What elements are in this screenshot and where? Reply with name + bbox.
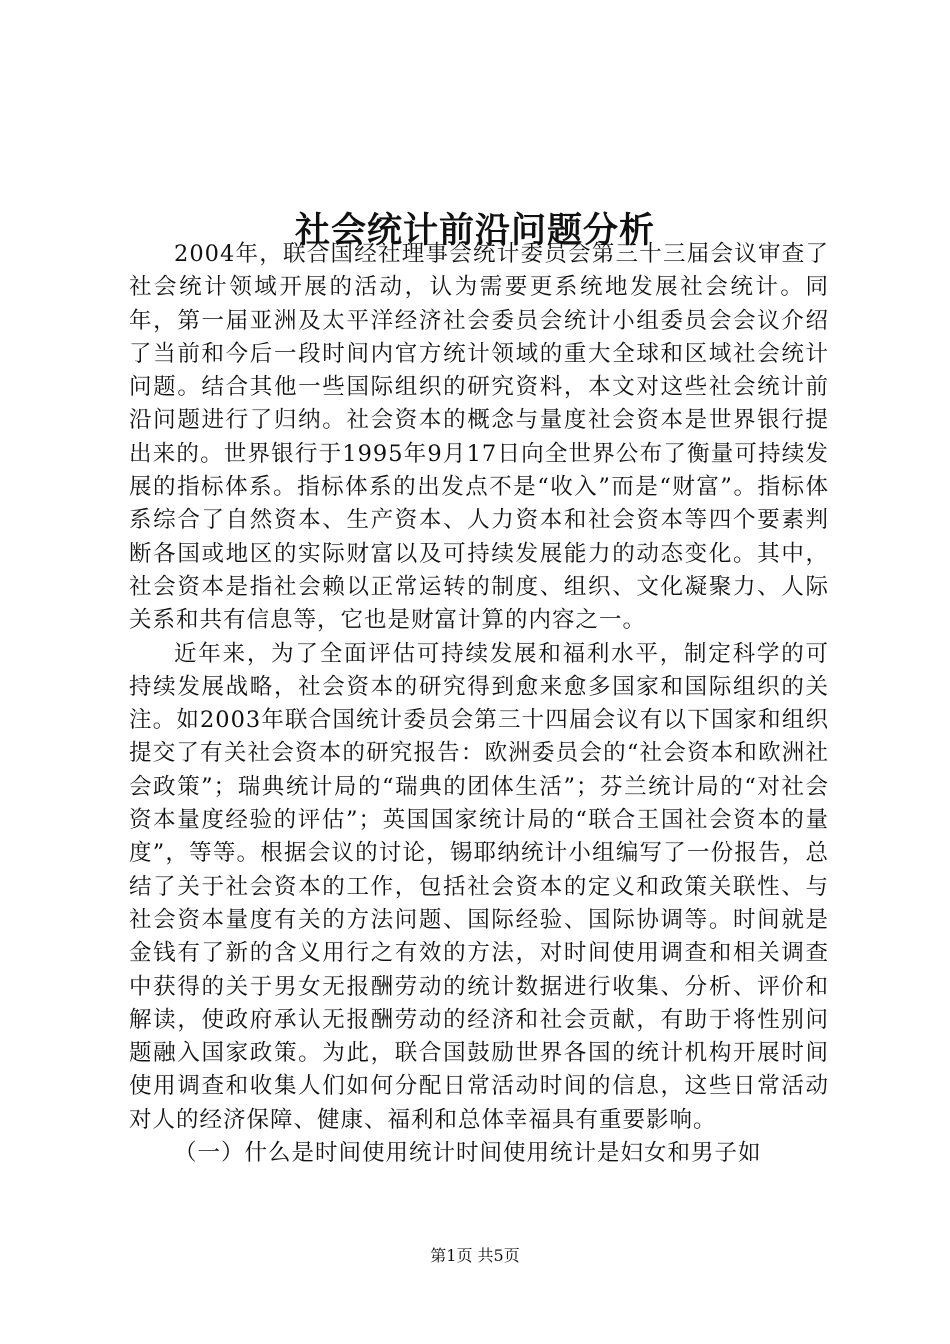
paragraph-intro: 2004年，联合国经社理事会统计委员会第三十三届会议审查了社会统计领域开展的活动，认为需要更系统地发展社会统计。同年，第一届亚洲及太平洋经济社会委员会统计小组委员会会议介绍了当前和今后一段时间内官方统计领域的重大全球和区域社会统计问题。结合其他一些国际组织的研究资料，本文对这些社会统计前沿问题进行了归纳。社会资本的概念与量度社会资本是世界银行提出来的。世界银行于1995年9月17日向全世界公布了衡量可持续发展的指标体系。指标体系的出发点不是“收入”而是“财富”。指标体系综合了自然资本、生产资本、人力资本和社会资本等四个要素判断各国或地区的实际财富以及可持续发展能力的动态变化。其中，社会资本是指社会赖以正常运转的制度、组织、文化凝聚力、人际关系和共有信息等，它也是财富计算的内容之一。 <box>129 241 829 634</box>
document-body <box>129 238 829 1170</box>
paragraph-time-use-heading: （一）什么是时间使用统计时间使用统计是妇女和男子如 <box>174 1140 762 1167</box>
paragraph-social-capital: 近年来，为了全面评估可持续发展和福利水平，制定科学的可持续发展战略，社会资本的研究得到愈来愈多国家和国际组织的关注。如2003年联合国统计委员会第三十四届会议有以下国家和组织提交了有关社会资本的研究报告：欧洲委员会的“社会资本和欧洲社会政策”；瑞典统计局的“瑞典的团体生活”；芬兰统计局的“对社会资本量度经验的评估”；英国国家统计局的“联合王国社会资本的量度”，等等。根据会议的讨论，锡耶纳统计小组编写了一份报告，总结了关于社会资本的工作，包括社会资本的定义和政策关联性、与社会资本量度有关的方法问题、国际经验、国际协调等。时间就是金钱有了新的含义用行之有效的方法，对时间使用调查和相关调查中获得的关于男女无报酬劳动的统计数据进行收集、分析、评价和解读，使政府承认无报酬劳动的经济和社会贡献，有助于将性别问题融入国家政策。为此，联合国鼓励世界各国的统计机构开展时间使用调查和收集人们如何分配日常活动时间的信息，这些日常活动对人的经济保障、健康、福利和总体幸福具有重要影响。 <box>129 640 829 1133</box>
page-footer: 第1页 共5页 <box>430 1246 520 1265</box>
document-title: 社会统计前沿问题分析 <box>294 210 655 252</box>
